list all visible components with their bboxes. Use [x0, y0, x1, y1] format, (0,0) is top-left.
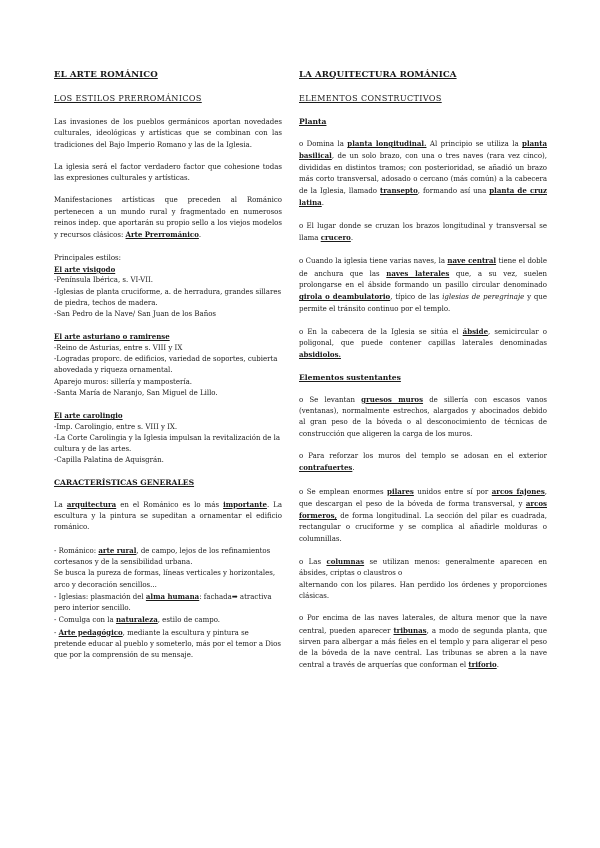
styles-label: Principales estilos:: [54, 253, 122, 262]
right-subtitle: ELEMENTOS CONSTRUCTIVOS: [299, 94, 442, 103]
right-column: [299, 70, 547, 683]
list-item: -San Pedro de la Nave/ San Juan de los Baños: [54, 310, 217, 319]
generales-paragraph-5: - Comulga con la naturaleza, estilo de campo.: [54, 615, 221, 625]
sustentantes-heading: Elementos sustentantes: [299, 372, 401, 382]
intro-paragraph-3: Manifestaciones artísticas que preceden al Románico pertenecen a un mundo rural y fragmentado en numerosos reinos indep. que aportarán su propio sello a los viejos modelos y recursos clásicos: Arte Prerrománico.: [54, 196, 282, 240]
list-item: -Logradas proporc. de edificios, variedad de soportes, cubierta abovedada y riqueza ornamental.: [54, 355, 278, 375]
list-item: -Capilla Palatina de Aquisgrán.: [54, 456, 164, 465]
sustentantes-paragraph-4b: alternando con los pilares. Han perdido los órdenes y proporciones clásicas.: [299, 580, 547, 600]
carolingio-heading: El arte carolingio: [54, 411, 123, 421]
generales-paragraph-4: - Iglesias: plasmación del alma humana: fachada➡ atractiva pero interior sencillo.: [54, 591, 272, 613]
sustentantes-paragraph-2: o Para reforzar los muros del templo se adosan en el exterior contrafuertes.: [299, 451, 547, 473]
generales-title: CARACTERÍSTICAS GENERALES: [54, 477, 195, 487]
main-title: EL ARTE ROMÁNICO: [54, 70, 158, 80]
asturiano-heading: El arte asturiano o ramirense: [54, 332, 170, 342]
list-item: -Santa María de Naranjo, San Miguel de Lillo.: [54, 388, 218, 397]
sustentantes-paragraph-1: o Se levantan gruesos muros de sillería con escasos vanos (ventanas), normalmente estrechos, alargados y abocinados debido al gran peso de la bóveda o al desconocimiento de técnicas de construcción que aligeren la carga de los muros.: [299, 394, 547, 438]
generales-paragraph-3: Se busca la pureza de formas, líneas verticales y horizontales, arco y decoración sencillos...: [54, 569, 276, 589]
section-subtitle: LOS ESTILOS PRERROMÁNICOS: [54, 94, 202, 103]
right-title: LA ARQUITECTURA ROMÁNICA: [299, 70, 457, 80]
list-item: Aparejo muros: sillería y mampostería.: [54, 377, 192, 386]
list-item: -La Corte Carolingia y la Iglesia impulsan la revitalización de la cultura y de las artes.: [54, 433, 280, 454]
sustentantes-paragraph-3: o Se emplean enormes pilares unidos entre sí por arcos fajones, que descargan el peso de la bóveda de forma transversal, y arcos formeros, de forma longitudinal. La sección del pilar es cuadrada, rectangular o cruciforme y se complica al añadirle molduras o columnillas.: [299, 486, 548, 543]
generales-paragraph-1: La arquitectura en el Románico es lo más importante. La escultura y la pintura se supeditan a ornamentar el edificio románico.: [54, 499, 282, 532]
planta-heading: Planta: [299, 117, 327, 126]
visigodo-heading: El arte visigodo: [54, 264, 116, 274]
list-item: -Iglesias de planta cruciforme, a. de herradura, grandes sillares de piedra, techos de madera.: [54, 287, 282, 307]
sustentantes-paragraph-5: o Por encima de las naves laterales, de altura menor que la nave central, pueden aparecer tribunas, a modo de segunda planta, que sirven para albergar a más fieles en el templo y para aligerar el peso de la bóveda de la nave central. Las tribunas se abren a la nave central a través de arquerías que conforman el triforio.: [299, 614, 547, 670]
intro-paragraph-2: La iglesia será el factor verdadero factor que cohesione todas las expresiones culturales y artísticas.: [54, 162, 282, 183]
list-item: -Península Ibérica, s. VI-VII.: [54, 276, 153, 285]
list-item: -Reino de Asturias, entre s. VIII y IX: [54, 343, 183, 352]
planta-paragraph-1: o Domina la planta longitudinal. Al principio se utiliza la planta basilical, de un solo brazo, con una o tres naves (rara vez cinco), divididas en distintos tramos; con posterioridad, se añadió un brazo más corto transversal, adosado o cercano (más común) a la cabecera de la Iglesia, llamado transepto, formando así una planta de cruz latina.: [299, 139, 547, 208]
planta-paragraph-3: o Cuando la iglesia tiene varias naves, la nave central tiene el doble de anchura que las naves laterales que, a su vez, suelen prolongarse en el ábside formando un pasillo circular denominado girola o deambulatorio, típico de las iglesias de peregrinaje y que permite el tránsito continuo por el templo.: [299, 256, 547, 313]
planta-paragraph-4: o En la cabecera de la Iglesia se sitúa el ábside, semicircular o poligonal, que puede contener capillas laterales denominadas absidiolos.: [299, 326, 547, 360]
planta-paragraph-2: o El lugar donde se cruzan los brazos longitudinal y transversal se llama crucero.: [299, 221, 547, 243]
sustentantes-paragraph-4: o Las columnas se utilizan menos: generalmente aparecen en ábsides, criptas o claustros o: [299, 557, 547, 578]
generales-paragraph-2: - Románico: arte rural, de campo, lejos de los refinamientos cortesanos y de la sensibilidad urbana.: [54, 545, 271, 566]
arrow-icon: ➡: [231, 591, 238, 601]
left-column: [54, 70, 282, 662]
intro-paragraph-1: Las invasiones de los pueblos germánicos aportan novedades culturales, ideológicas y artísticas que se combinan con las tradiciones del Bajo Imperio Romano y las de la Iglesia.: [54, 118, 282, 149]
list-item: -Imp. Carolingio, entre s. VIII y IX.: [54, 422, 178, 431]
generales-paragraph-6: - Arte pedagógico, mediante la escultura y pintura se pretende educar al pueblo y someterlo, más por el temor a Dios que por la comprensión de su mensaje.: [54, 627, 281, 660]
